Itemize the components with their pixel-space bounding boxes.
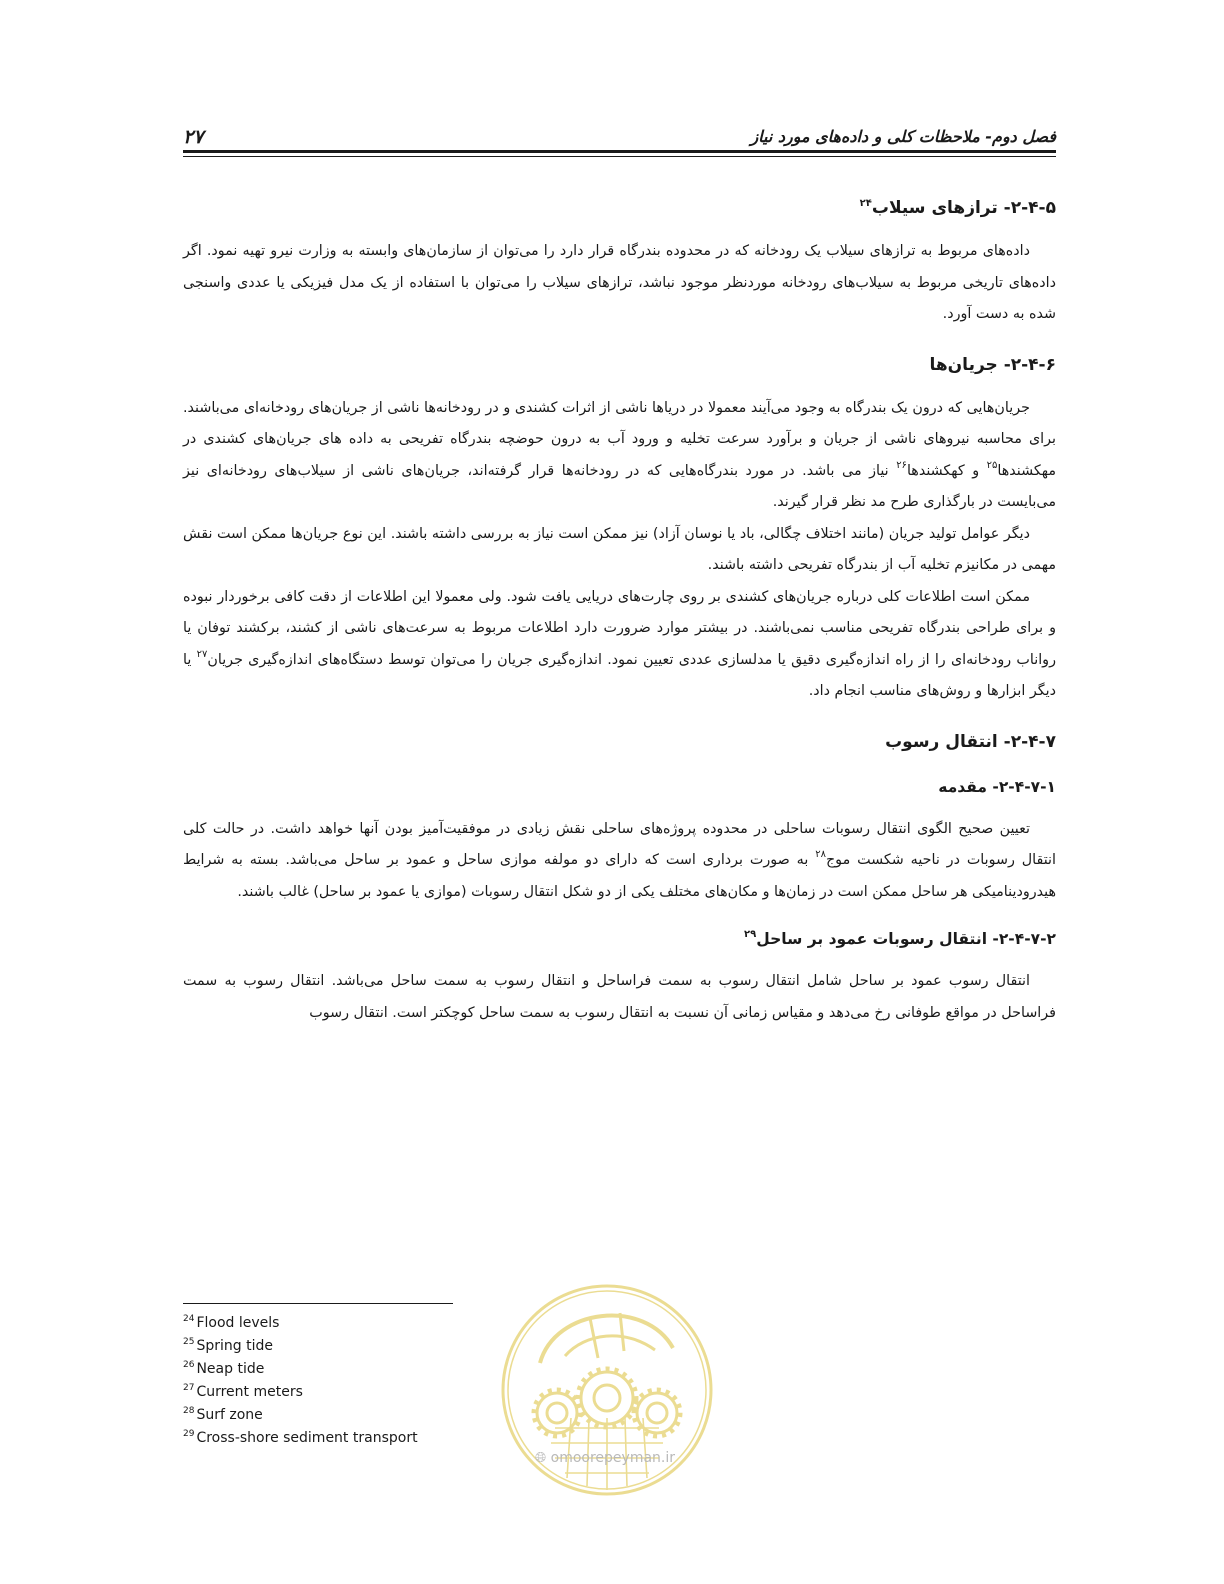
footnote-number: 24 [183, 1314, 195, 1324]
paragraph: دیگر عوامل تولید جریان (مانند اختلاف چگالی، باد یا نوسان آزاد) نیز ممکن است نیاز به بررسی داشته باشند. این نوع جریان‌ها ممکن است نقش مهمی در مکانیزم تخلیه آب از بندرگاه تفریحی داشته باشند. [183, 525, 1056, 573]
footnote-number: 26 [183, 1360, 195, 1370]
footnote-item [183, 1404, 473, 1427]
footnote-rule [183, 1303, 453, 1304]
footnote-item [183, 1358, 473, 1381]
footnote-ref: ۲۹ [744, 929, 757, 940]
heading-text: ۲-۴-۵- ترازهای سیلاب [871, 198, 1056, 218]
page-number: ۲۷ [183, 126, 204, 148]
body-content [183, 190, 1056, 1029]
paragraph-text: تعیین صحیح الگوی انتقال رسوبات ساحلی در محدوده پروژه‌های ساحلی نقش زیادی در موفقیت‌آمیز بودن آنها خواهد داشت. در حالت کلی انتقال رسوبات در ناحیه شکست موج [183, 820, 1057, 868]
paragraph-text: ممکن است اطلاعات کلی درباره جریان‌های کشندی بر روی چارت‌های دریایی یافت شود. ولی معمولا این اطلاعات از دقت کافی برخوردار نبوده و برای طراحی بندرگاه تفریحی مناسب نمی‌باشند. در بیشتر موارد ضرورت دارد اطلاعات مربوط به سرعت‌های ناشی از کشند، برکشند توفان یا رواناب رودخانه‌ای را از راه اندازه‌گیری دقیق یا مدلسازی عددی تعیین نمود. اندازه‌گیری جریان را می‌توان توسط دستگاه‌های اندازه‌گیری جریان [183, 588, 1056, 668]
paragraph [183, 814, 1056, 909]
header-rule-thin [183, 156, 1056, 157]
footnote-item [183, 1312, 473, 1335]
section-heading-sediment-transport: ۲-۴-۷- انتقال رسوب [885, 731, 1056, 752]
watermark-logo [495, 1278, 719, 1502]
watermark-url: 🌐︎ omoorepeyman.ir [534, 1450, 676, 1466]
footnote-text: Cross-shore sediment transport [196, 1430, 418, 1446]
paragraph: انتقال رسوب عمود بر ساحل شامل انتقال رسوب به سمت فراساحل و انتقال رسوب به سمت ساحل می‌باشد. انتقال رسوب به سمت فراساحل در مواقع طوفانی رخ می‌دهد و مقیاس زمانی آن نسبت به انتقال رسوب به سمت ساحل کوچکتر است. انتقال رسوب [183, 973, 1056, 1021]
footnote-text: Current meters [196, 1384, 303, 1400]
paragraph [183, 393, 1056, 519]
footnote-number: 25 [183, 1337, 195, 1347]
paragraph-text: جریان‌هایی که درون یک بندرگاه به وجود می‌آیند معمولا در دریاها ناشی از اثرات کشندی و در رودخانه‌ها ناشی از جریان‌های رودخانه‌ای می‌باشند. برای محاسبه نیروهای ناشی از جریان و برآورد سرعت تخلیه و ورود آب به درون حوضچه بندرگاه تفریحی به داده های جریان‌های کشندی در مهکشندها [183, 399, 1056, 479]
footnote-number: 28 [183, 1406, 195, 1416]
footnote-text: Flood levels [196, 1315, 280, 1331]
footnote-number: 27 [183, 1383, 195, 1393]
footnote-ref: ۲۵ [986, 459, 998, 471]
footnotes [183, 1312, 473, 1450]
footnote-ref: ۲۷ [196, 648, 208, 660]
footnote-text: Neap tide [196, 1361, 265, 1377]
chapter-title: فصل دوم- ملاحظات کلی و داده‌های مورد نیاز [750, 127, 1056, 146]
subsection-heading-introduction: ۲-۴-۷-۱- مقدمه [938, 777, 1056, 796]
heading-text: ۲-۴-۷-۲- انتقال رسوبات عمود بر ساحل [756, 930, 1056, 948]
paragraph: داده‌های مربوط به ترازهای سیلاب یک رودخانه که در محدوده بندرگاه قرار دارد را می‌توان از سازمان‌های وابسته به وزارت نیرو تهیه نمود. اگر داده‌های تاریخی مربوط به سیلاب‌های رودخانه موردنظر موجود نباشد، ترازهای سیلاب را می‌توان با استفاده از یک مدل فیزیکی یا عددی واسنجی شده به دست آورد. [183, 243, 1056, 322]
footnote-item [183, 1335, 473, 1358]
footnote-ref: ۲۸ [815, 849, 826, 860]
footnote-ref: ۲۶ [896, 459, 907, 471]
section-heading-currents: ۲-۴-۶- جریان‌ها [929, 354, 1056, 375]
paragraph-text: نیاز می باشد. در مورد بندرگاه‌هایی که در رودخانه‌ها قرار گرفته‌اند، جریان‌های ناشی از سیلاب‌های رودخانه‌ای نیز می‌بایست در بارگذاری طرح مد نظر قرار گیرند. [183, 462, 1056, 510]
paragraph-text: به صورت برداری است که دارای دو مولفه موازی ساحل و عمود بر ساحل می‌باشد. بسته به شرایط هیدرودینامیکی هر ساحل ممکن است در زمان‌ها و مکان‌های مختلف یکی از دو شکل انتقال رسوبات (موازی یا عمود بر ساحل) غالب باشند. [183, 852, 1056, 900]
watermark-url-text: omoorepeyman.ir [550, 1450, 676, 1466]
section-heading-flood-levels [183, 190, 1056, 226]
subsection-heading-cross-shore [183, 922, 1056, 956]
footnote-item [183, 1427, 473, 1450]
footnote-item [183, 1381, 473, 1404]
paragraph-text: و کهکشندها [906, 462, 987, 479]
running-header [183, 118, 1056, 148]
paragraph [183, 582, 1056, 708]
footnote-number: 29 [183, 1429, 195, 1439]
footnote-text: Spring tide [196, 1338, 273, 1354]
footnote-text: Surf zone [196, 1407, 263, 1423]
header-rule-thick [183, 150, 1056, 153]
footnote-ref: ۲۴ [859, 198, 872, 209]
paragraph-text: یا دیگر ابزارها و روش‌های مناسب انجام داد. [183, 651, 1056, 699]
